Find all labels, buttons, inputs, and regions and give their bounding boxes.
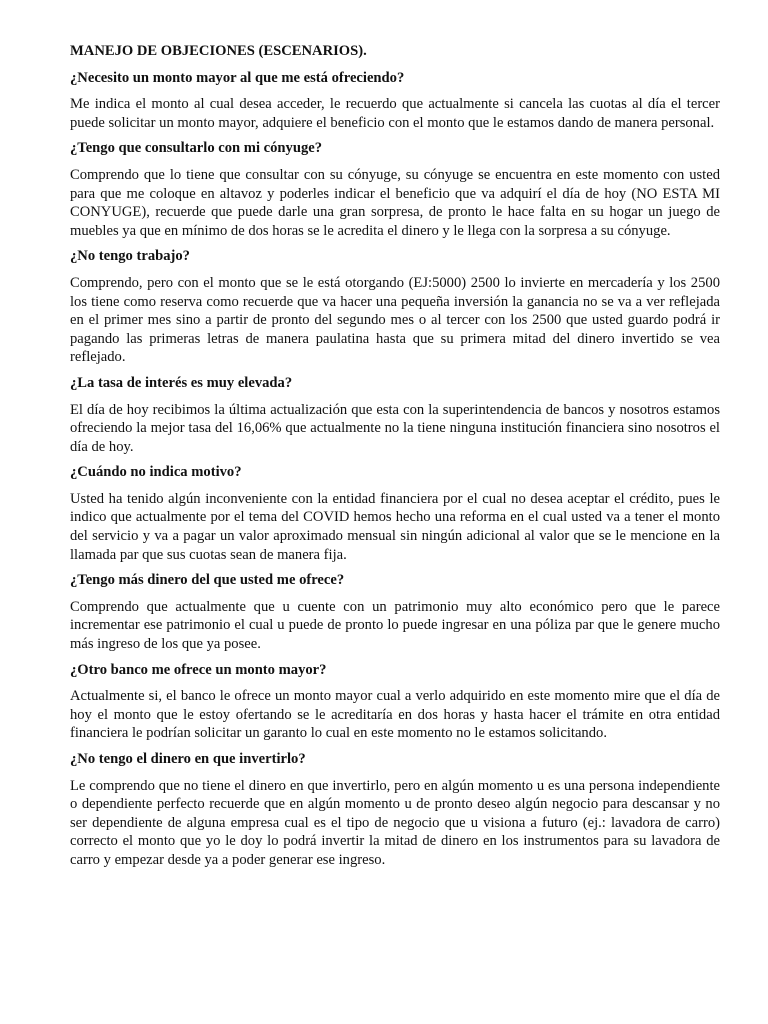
objection-question: ¿Cuándo no indica motivo?: [70, 464, 242, 481]
objection-question: ¿Otro banco me ofrece un monto mayor?: [70, 661, 327, 678]
objection-section: [70, 463, 720, 564]
objection-question: ¿La tasa de interés es muy elevada?: [70, 374, 293, 391]
objection-answer: Comprendo, pero con el monto que se le está otorgando (EJ:5000) 2500 lo invierte en mercadería y los 2500 los tiene como reserva como recuerde que va hacer una pequeña inversión la ganancia no se va a ver reflejada en el primer mes sino a partir de pronto del segundo mes o al tercer con los 2500 que usted guardo podrá ir pagando las primeras letras de manera paulatina hasta que su primera mitad del dinero invertido se vea reflejado.: [70, 274, 720, 366]
document-page: [70, 38, 720, 877]
objection-question: ¿No tengo trabajo?: [70, 248, 190, 265]
objection-section: [70, 69, 720, 133]
objection-section: [70, 571, 720, 653]
objection-answer: Comprendo que lo tiene que consultar con su cónyuge, su cónyuge se encuentra en este momento con usted para que me coloque en altavoz y poderles indicar el beneficio que va adquirí el día de hoy (NO ESTA MI CONYUGE), recuerde que puede darle una gran sorpresa, de pronto le hace falta en su hogar un juego de muebles ya que en mínimo de dos horas se le acredita el dinero y le llega con la sorpresa a su cónyuge.: [70, 166, 720, 239]
objection-section: [70, 661, 720, 743]
objection-section: [70, 374, 720, 456]
objection-section: [70, 139, 720, 240]
objection-question: ¿Necesito un monto mayor al que me está ofreciendo?: [70, 69, 405, 86]
objection-answer: Me indica el monto al cual desea acceder, le recuerdo que actualmente si cancela las cuotas al día el tercer puede solicitar un monto mayor, adquiere el beneficio con el monto que le estamos dando de manera personal.: [70, 96, 720, 131]
objection-question: ¿No tengo el dinero en que invertirlo?: [70, 751, 306, 767]
objection-question: ¿Tengo más dinero del que usted me ofrece?: [70, 572, 345, 589]
objection-answer: Usted ha tenido algún inconveniente con la entidad financiera por el cual no desea aceptar el crédito, pues le indico que actualmente por el tema del COVID hemos hecho una reforma en el cual usted va a tener el monto del servicio y va a pagar un valor aproximado mensual sin ningún adicional al valor que se le mencione en la llamada par que sus cuotas sean de manera fija.: [70, 490, 720, 563]
objection-answer: Comprendo que actualmente que u cuente con un patrimonio muy alto económico pero que le parece incrementar ese patrimonio el cual u puede de pronto lo puede ingresar en una póliza par que le genere mucho más ingreso de los que ya posee.: [70, 598, 720, 653]
objection-answer: El día de hoy recibimos la última actualización que esta con la superintendencia de bancos y nosotros estamos ofreciendo la mejor tasa del 16,06% que actualmente no la tiene ninguna institución financiera sino nosotros el día de hoy.: [70, 401, 720, 455]
objection-answer: Actualmente si, el banco le ofrece un monto mayor cual a verlo adquirido en este momento mire que el día de hoy el monto que le estoy ofertando se le acreditaría en dos horas y hasta hacer el trámite en otra entidad financiera le podrían solicitar un garanto lo cual en este momento no le estamos solicitando.: [70, 688, 720, 742]
objection-section: [70, 750, 720, 870]
objection-answer: Le comprendo que no tiene el dinero en que invertirlo, pero en algún momento u es una persona independiente o dependiente perfecto recuerde que en algún momento u de pronto deseo algún negocio para descansar y no ser dependiente de alguna empresa cual es el tipo de negocio que u visiona a futuro (ej.: lavadora de carro) correcto el monto que yo le doy lo podrá invertir la mitad de dinero en los instrumentos para su lavadora de carro y empezar desde ya a poder generar ese ingreso.: [70, 777, 720, 868]
document-title: MANEJO DE OBJECIONES (ESCENARIOS).: [70, 43, 367, 59]
objection-section: [70, 247, 720, 367]
objection-question: ¿Tengo que consultarlo con mi cónyuge?: [70, 140, 323, 157]
